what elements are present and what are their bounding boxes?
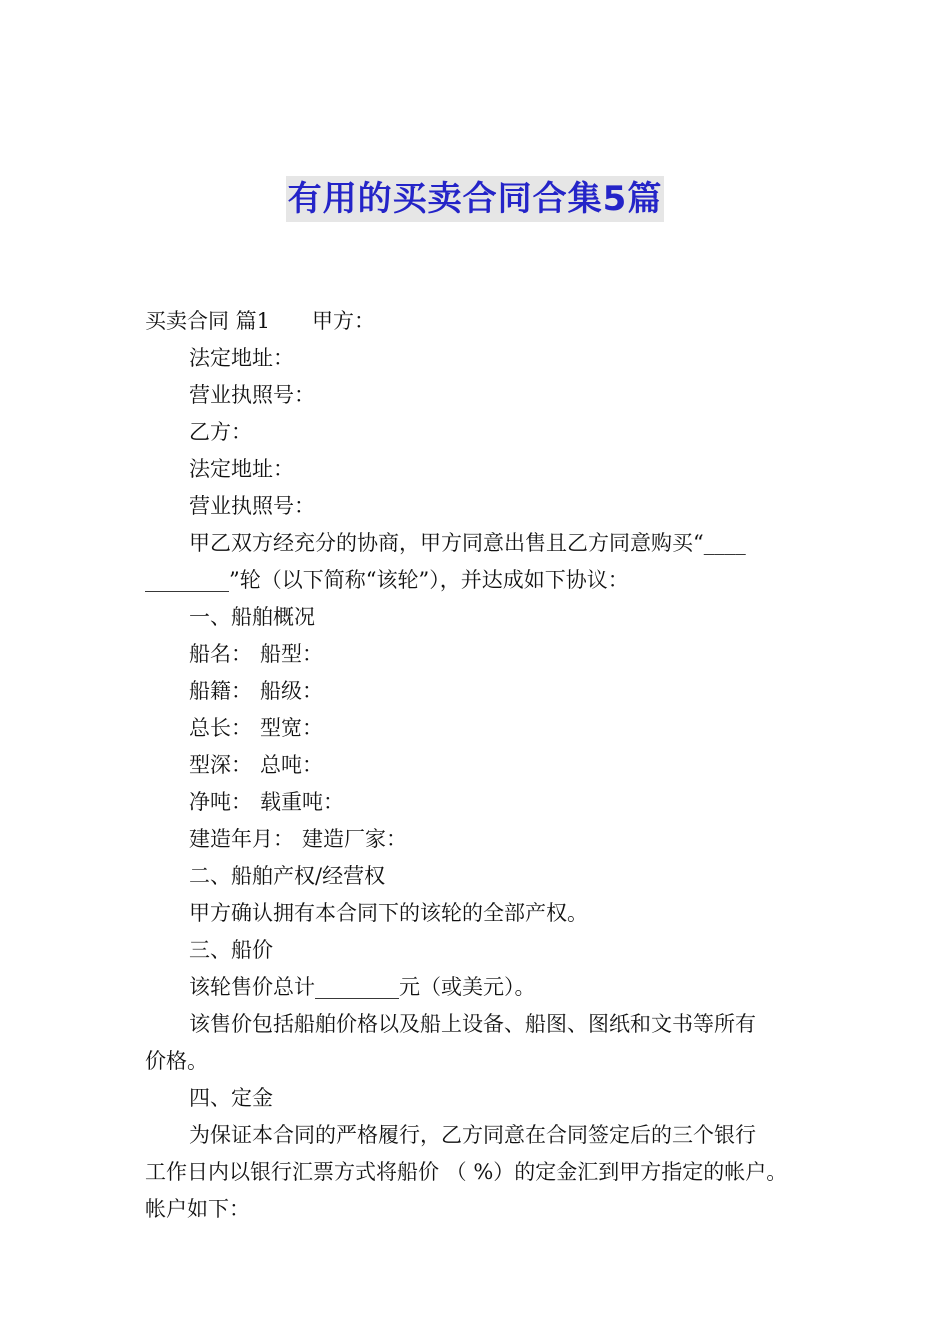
build-date-label: 建造年月： (189, 827, 294, 851)
title-wrap (0, 176, 950, 222)
section-3-text-2b: 价格。 (145, 1049, 208, 1073)
ship-name-label: 船名： (189, 642, 252, 666)
ship-type-label: 船型： (260, 642, 323, 666)
ship-registry-label: 船籍： (189, 679, 252, 703)
ship-info-row (145, 710, 810, 747)
ship-info-row (145, 636, 810, 673)
section-4-text-1b: 工作日内以银行汇票方式将船价 （ %）的定金汇到甲方指定的帐户。 (145, 1160, 788, 1184)
party-b-label: 乙方： (189, 420, 252, 444)
ship-class-label: 船级： (260, 679, 323, 703)
ship-beam-label: 型宽： (260, 716, 323, 740)
ship-deadweight-label: 载重吨： (260, 790, 344, 814)
ship-info-row (145, 673, 810, 710)
section-1-heading: 一、船舶概况 (189, 605, 315, 629)
ship-info-row (145, 784, 810, 821)
builder-label: 建造厂家： (302, 827, 407, 851)
party-a-address: 法定地址： (189, 346, 294, 370)
ship-info-row (145, 747, 810, 784)
ship-net-tonnage-label: 净吨： (189, 790, 252, 814)
section-2-heading: 二、船舶产权/经营权 (189, 864, 386, 888)
intro-line-2: ________”轮（以下简称“该轮”），并达成如下协议： (145, 568, 629, 592)
party-b-license: 营业执照号： (189, 494, 315, 518)
document-title: 有用的买卖合同合集5篇 (286, 176, 665, 222)
ship-depth-label: 型深： (189, 753, 252, 777)
section-heading-line (145, 303, 810, 340)
ship-info-row (145, 821, 810, 858)
intro-line-1: 甲乙双方经充分的协商，甲方同意出售且乙方同意购买“____ (189, 531, 746, 555)
section-3-heading: 三、船价 (189, 938, 273, 962)
section-4-heading: 四、定金 (189, 1086, 273, 1110)
ship-gross-tonnage-label: 总吨： (260, 753, 323, 777)
section-label: 买卖合同 篇1 (145, 309, 271, 333)
section-4-text-1c: 帐户如下： (145, 1197, 250, 1221)
section-2-text: 甲方确认拥有本合同下的该轮的全部产权。 (189, 901, 588, 925)
party-a-label: 甲方： (312, 309, 376, 333)
ship-length-label: 总长： (189, 716, 252, 740)
section-4-text-1a: 为保证本合同的严格履行，乙方同意在合同签定后的三个银行 (189, 1123, 756, 1147)
document-body (145, 303, 810, 1228)
section-3-text-1: 该轮售价总计________元（或美元）。 (189, 975, 536, 999)
party-b-address: 法定地址： (189, 457, 294, 481)
section-3-text-2a: 该售价包括船舶价格以及船上设备、船图、图纸和文书等所有 (189, 1012, 756, 1036)
party-a-license: 营业执照号： (189, 383, 315, 407)
